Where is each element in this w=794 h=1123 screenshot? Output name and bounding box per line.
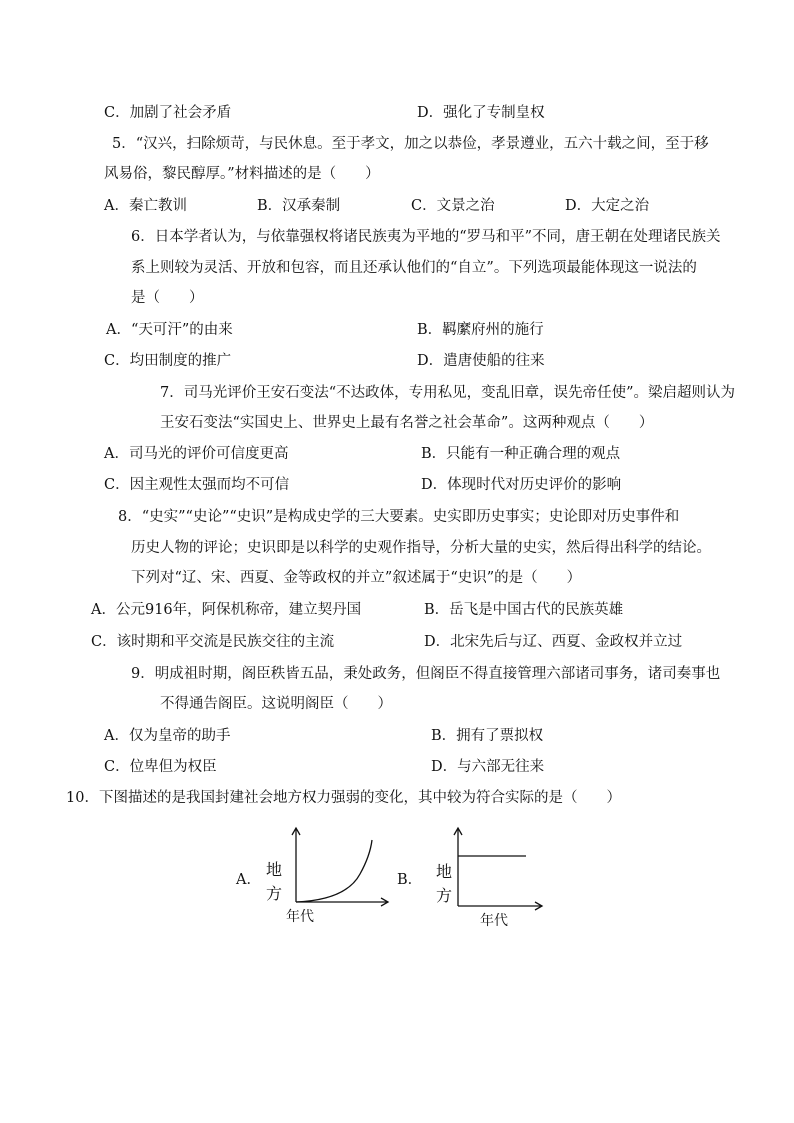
q9-option-c: C．位卑但为权臣 bbox=[104, 759, 217, 775]
q8-option-a: A．公元916年，阿保机称帝，建立契丹国 bbox=[91, 602, 362, 618]
q6-stem-line2: 系上则较为灵活、开放和包容，而且还承认他们的“自立”。下列选项最能体现这一说法的 bbox=[131, 260, 697, 276]
q9-stem-line2: 不得通告阁臣。这说明阁臣（ ） bbox=[160, 696, 392, 712]
q8-option-b: B．岳飞是中国古代的民族英雄 bbox=[424, 602, 624, 618]
q9-option-a: A．仅为皇帝的助手 bbox=[104, 728, 231, 744]
fig-a-curve bbox=[296, 840, 372, 902]
fig-b-x-label: 年代 bbox=[480, 913, 508, 929]
q7-stem-line1: 7．司马光评价王安石变法“不达政体，专用私见，变乱旧章，误先帝任使”。梁启超则认为 bbox=[160, 385, 736, 401]
q7-option-d: D．体现时代对历史评价的影响 bbox=[421, 477, 622, 493]
q9-option-b: B．拥有了票拟权 bbox=[431, 728, 544, 744]
q6-stem-line3: 是（ ） bbox=[131, 290, 204, 306]
fig-a-x-label: 年代 bbox=[286, 909, 314, 925]
fig-a-y-label-1: 地 bbox=[266, 860, 283, 879]
q6-stem-line1: 6．日本学者认为，与依靠强权将诸民族夷为平地的“罗马和平”不同，唐王朝在处理诸民族关 bbox=[131, 229, 721, 245]
q5-stem-line1: 5．“汉兴，扫除烦苛，与民休息。至于孝文，加之以恭俭，孝景遵业，五六十载之间，至于移 bbox=[112, 136, 709, 152]
q6-option-b: B．羁縻府州的施行 bbox=[417, 322, 544, 338]
q5-option-d: D．大定之治 bbox=[565, 198, 650, 214]
q9-option-d: D．与六部无往来 bbox=[431, 759, 545, 775]
q6-option-d: D．遣唐使船的往来 bbox=[417, 353, 545, 369]
q4-option-c: C．加剧了社会矛盾 bbox=[104, 105, 232, 121]
q7-option-b: B．只能有一种正确合理的观点 bbox=[421, 446, 621, 462]
fig-b-y-label-2: 方 bbox=[436, 886, 453, 905]
q8-stem-line1: 8．“史实”“史论”“史识”是构成史学的三大要素。史实即历史事实；史论即对历史事件和 bbox=[118, 509, 680, 525]
fig-b-axes bbox=[454, 828, 542, 910]
q5-option-a: A．秦亡教训 bbox=[104, 198, 187, 214]
q8-option-d: D．北宋先后与辽、西夏、金政权并立过 bbox=[424, 634, 683, 650]
q9-stem-line1: 9．明成祖时期，阁臣秩皆五品，秉处政务，但阁臣不得直接管理六部诸司事务，诸司奏事也 bbox=[131, 666, 721, 682]
fig-b-chart bbox=[450, 824, 550, 912]
q5-stem-line2: 风易俗，黎民醇厚。”材料描述的是（ ） bbox=[104, 166, 380, 182]
q7-option-a: A．司马光的评价可信度更高 bbox=[104, 446, 289, 462]
q10-stem: 10．下图描述的是我国封建社会地方权力强弱的变化，其中较为符合实际的是（ ） bbox=[66, 790, 621, 806]
fig-a-y-label-2: 方 bbox=[266, 884, 283, 903]
fig-b-y-label-1: 地 bbox=[436, 862, 453, 881]
q7-option-c: C．因主观性太强而均不可信 bbox=[104, 477, 290, 493]
fig-a-chart bbox=[284, 824, 392, 910]
fig-b-letter: B． bbox=[397, 872, 423, 888]
q8-stem-line3: 下列对“辽、宋、西夏、金等政权的并立”叙述属于“史识”的是（ ） bbox=[131, 570, 582, 586]
q5-option-b: B．汉承秦制 bbox=[257, 198, 341, 214]
q6-option-c: C．均田制度的推广 bbox=[104, 353, 232, 369]
q5-option-c: C．文景之治 bbox=[411, 198, 495, 214]
fig-a-letter: A． bbox=[236, 872, 261, 888]
fig-a-axes bbox=[292, 828, 388, 906]
q8-option-c: C．该时期和平交流是民族交往的主流 bbox=[91, 634, 335, 650]
q8-stem-line2: 历史人物的评论；史识即是以科学的史观作指导，分析大量的史实，然后得出科学的结论。 bbox=[131, 540, 711, 556]
q4-option-d: D．强化了专制皇权 bbox=[417, 105, 545, 121]
q7-stem-line2: 王安石变法“实国史上、世界史上最有名誉之社会革命”。这两种观点（ ） bbox=[160, 415, 654, 431]
q6-option-a: A．“天可汗”的由来 bbox=[106, 322, 233, 338]
